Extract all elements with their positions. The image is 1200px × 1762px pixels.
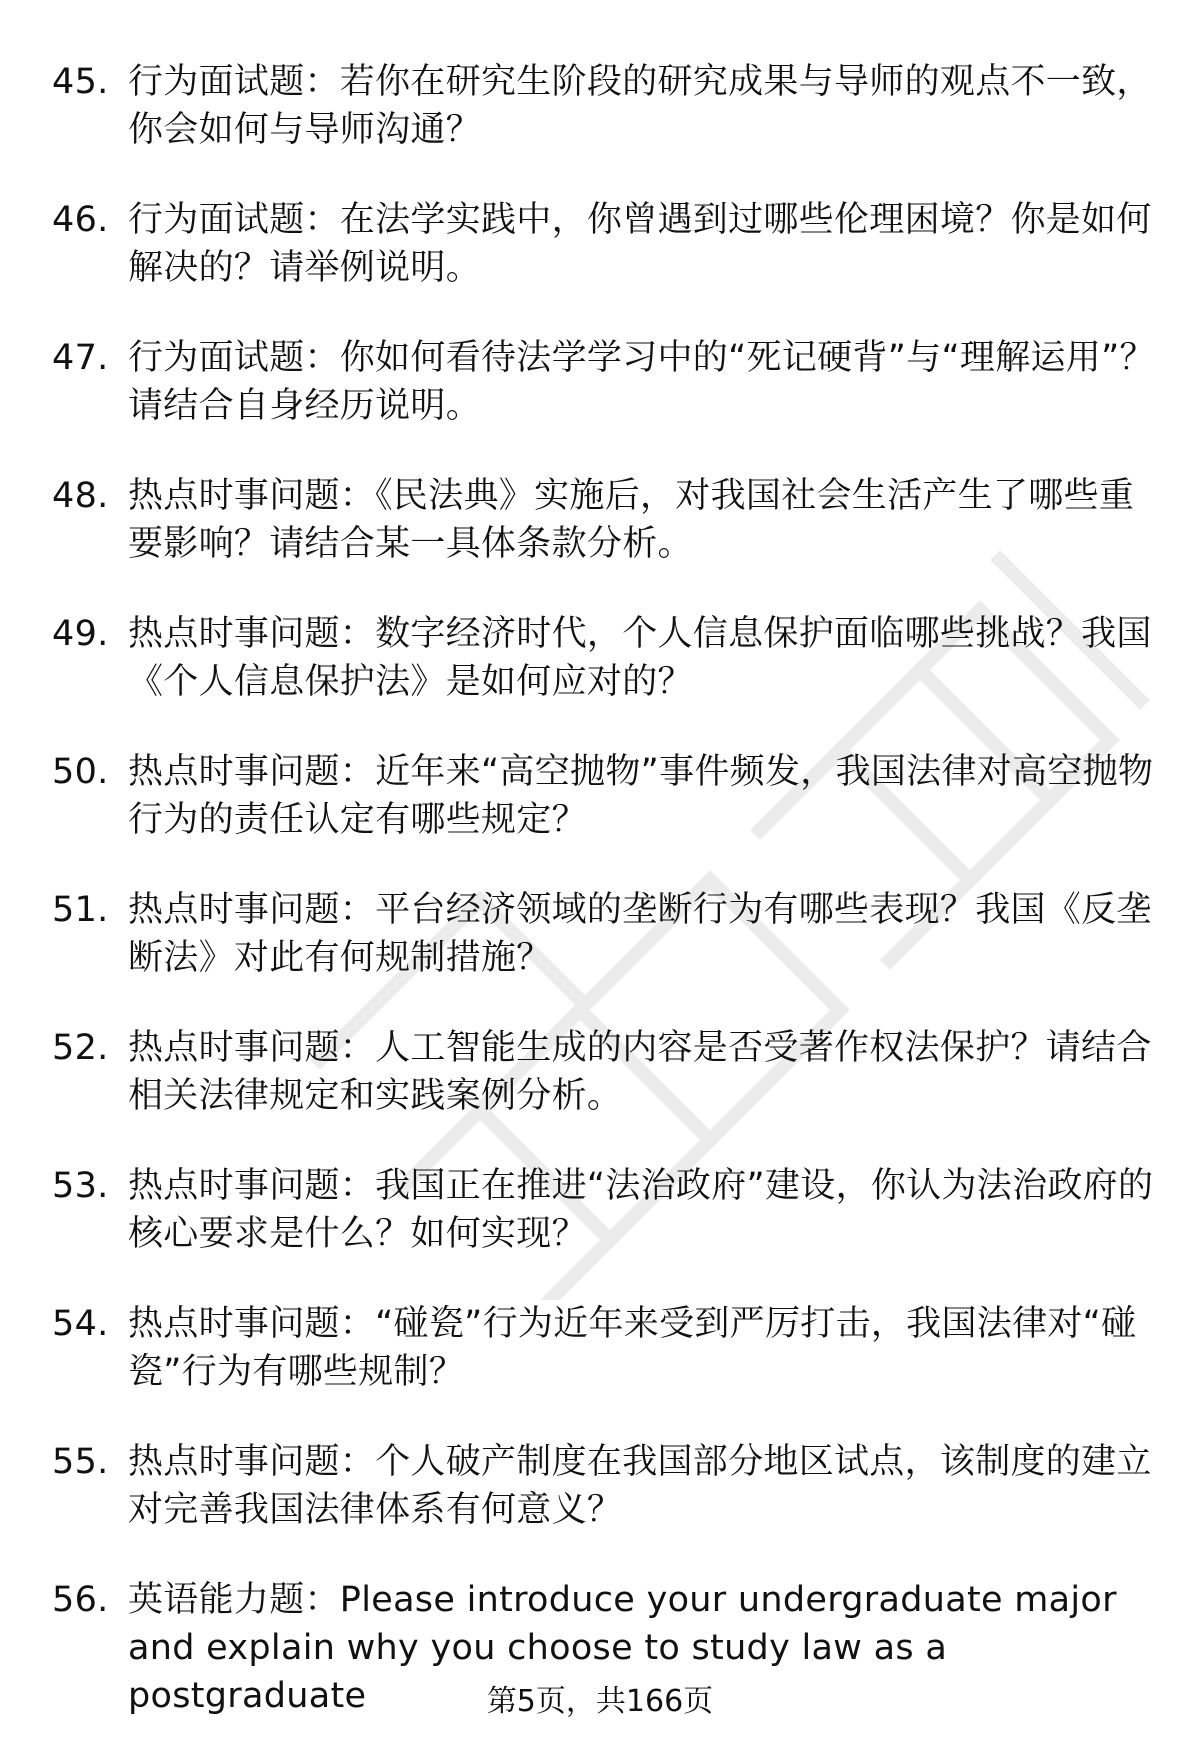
question-item [52, 748, 1162, 844]
question-item [52, 1438, 1162, 1534]
question-number: 50. [52, 752, 109, 792]
question-item [52, 472, 1162, 568]
question-item [52, 196, 1162, 292]
question-text: 热点时事问题：平台经济领域的垄断行为有哪些表现？我国《反垄断法》对此有何规制措施？ [128, 890, 1152, 978]
question-list [52, 58, 1162, 1762]
question-text: 英语能力题：Please introduce your undergraduate major and explain why you choose to study law as a postgraduate [128, 1580, 1117, 1716]
question-item [52, 58, 1162, 154]
question-item [52, 610, 1162, 706]
question-item [52, 886, 1162, 982]
question-number: 54. [52, 1304, 109, 1344]
question-item [52, 334, 1162, 430]
question-text: 行为面试题：若你在研究生阶段的研究成果与导师的观点不一致，你会如何与导师沟通？ [128, 62, 1152, 150]
question-text: 热点时事问题：人工智能生成的内容是否受著作权法保护？请结合相关法律规定和实践案例分析。 [128, 1028, 1152, 1116]
question-number: 51. [52, 890, 109, 930]
question-number: 55. [52, 1442, 109, 1482]
question-text: 热点时事问题：《民法典》实施后，对我国社会生活产生了哪些重要影响？请结合某一具体条款分析。 [128, 476, 1135, 564]
page-footer: 第5页，共166页 [486, 1684, 714, 1719]
question-number: 53. [52, 1166, 109, 1206]
question-text: 热点时事问题：个人破产制度在我国部分地区试点，该制度的建立对完善我国法律体系有何意义？ [128, 1442, 1152, 1530]
question-number: 48. [52, 476, 109, 516]
question-number: 52. [52, 1028, 109, 1068]
question-text: 行为面试题：你如何看待法学学习中的“死记硬背”与“理解运用”？请结合自身经历说明。 [128, 338, 1155, 426]
question-item [52, 1162, 1162, 1258]
question-number: 46. [52, 200, 109, 240]
question-text: 热点时事问题：近年来“高空抛物”事件频发，我国法律对高空抛物行为的责任认定有哪些规定？ [128, 752, 1154, 840]
question-number: 47. [52, 338, 109, 378]
question-text: 热点时事问题：“碰瓷”行为近年来受到严厉打击，我国法律对“碰瓷”行为有哪些规制？ [128, 1304, 1137, 1392]
question-text: 热点时事问题：数字经济时代，个人信息保护面临哪些挑战？我国《个人信息保护法》是如何应对的？ [128, 614, 1152, 702]
question-item [52, 1300, 1162, 1396]
question-number: 45. [52, 62, 109, 102]
question-text: 行为面试题：在法学实践中，你曾遇到过哪些伦理困境？你是如何解决的？请举例说明。 [128, 200, 1152, 288]
question-number: 49. [52, 614, 109, 654]
question-number: 56. [52, 1580, 109, 1620]
question-text: 热点时事问题：我国正在推进“法治政府”建设，你认为法治政府的核心要求是什么？如何实现？ [128, 1166, 1154, 1254]
question-item [52, 1024, 1162, 1120]
